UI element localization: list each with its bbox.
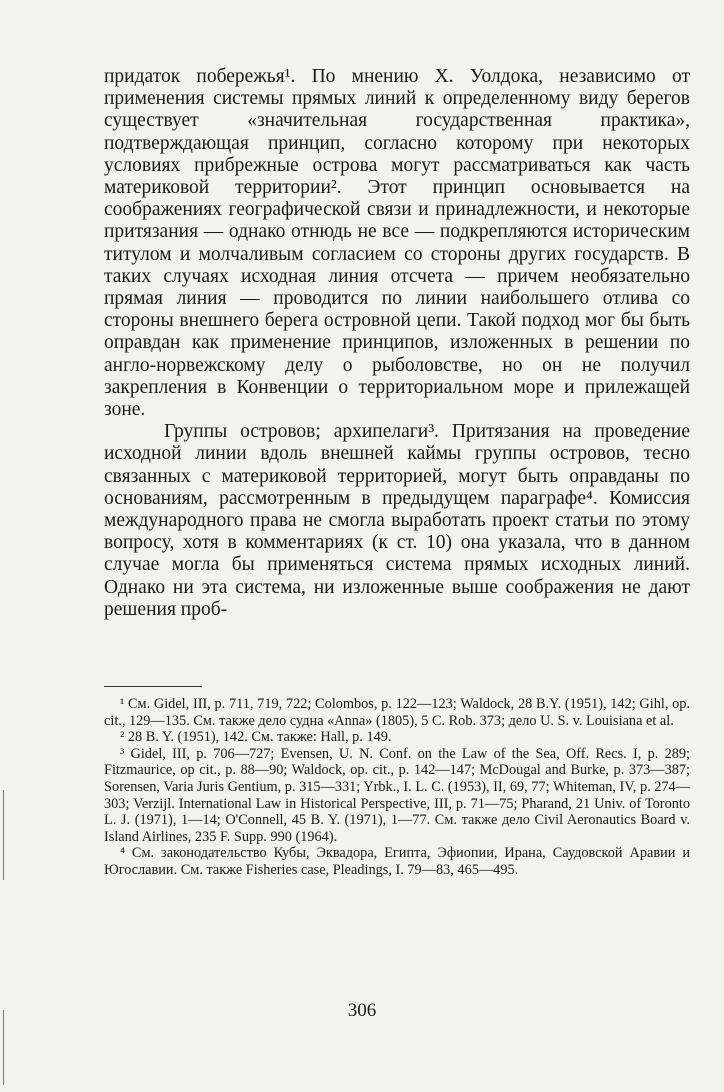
- page-number: 306: [347, 1000, 377, 1021]
- body-paragraph-2: Группы островов; архипелаги³. Притязания на проведение исходной линии вдоль внешней каймы группы островов, тесно связанных с материковой территорией, могут быть оправданы по основаниям, рассмотренным в предыдущем параграфе⁴. Комиссия международного права не смогла выработать проект статьи по этому вопросу, хотя в комментариях (к ст. 10) она указала, что в данном случае могла бы применяться система прямых исходных линий. Однако ни эта система, ни изложенные выше соображения не дают решения проб-: [104, 421, 690, 620]
- footnote-separator: [104, 686, 202, 687]
- footnotes: [104, 696, 690, 879]
- footnote-2: ² 28 B. Y. (1951), 142. См. также: Hall, p. 149.: [120, 729, 392, 746]
- main-text: [104, 66, 690, 621]
- footnote-3: ³ Gidel, III, p. 706—727; Evensen, U. N. Conf. on the Law of the Sea, Off. Recs. I, p. 289; Fitzmaurice, op cit., p. 88—90; Waldock, op. cit., p. 142—147; McDougal and Burke, p. 373—387; Sorensen, Varia Juris Gentium, p. 315—331; Yrbk., I. L. C. (1953), II, 69, 77; Whiteman, IV, p. 274—303; Verzijl. International Law in Historical Perspective, III, p. 71—75; Pharand, 21 Univ. of Toronto L. J. (1971), 1—14; O'Connell, 45 B. Y. (1971), 1—77. См. также дело Civil Aeronautics Board v. Island Airlines, 235 F. Supp. 990 (1964).: [104, 745, 690, 845]
- body-paragraph-1: придаток побережья¹. По мнению X. Уолдока, независимо от применения системы прямых линий к определенному виду берегов существует «значительная государственная практика», подтверждающая принцип, согласно которому при некоторых условиях прибрежные острова могут рассматриваться как часть материковой территории². Этот принцип основывается на соображениях географической связи и принадлежности, и некоторые притязания — однако отнюдь не все — подкрепляются историческим титулом и молчаливым согласием со стороны других государств. В таких случаях исходная линия отсчета — причем необязательно прямая линия — проводится по линии наибольшего отлива со стороны внешнего берега островной цепи. Такой подход мог бы быть оправдан как применение принципов, изложенных в решении по англо-норвежскому делу о рыболовстве, но он не получил закрепления в Конвенции о территориальном море и прилежащей зоне.: [104, 66, 690, 421]
- margin-scan-mark: [3, 790, 4, 880]
- footnote-4: ⁴ См. законодательство Кубы, Эквадора, Египта, Эфиопии, Ирана, Саудовской Аравии и Югославии. См. также Fisheries case, Pleadings, I. 79—83, 465—495.: [104, 845, 690, 878]
- footnote-1: ¹ См. Gidel, III, p. 711, 719, 722; Colombos, p. 122—123; Waldock, 28 B.Y. (1951), 142; Gihl, op. cit., 129—135. См. также дело судна «Anna» (1805), 5 C. Rob. 373; дело U. S. v. Louisiana et al.: [104, 696, 690, 729]
